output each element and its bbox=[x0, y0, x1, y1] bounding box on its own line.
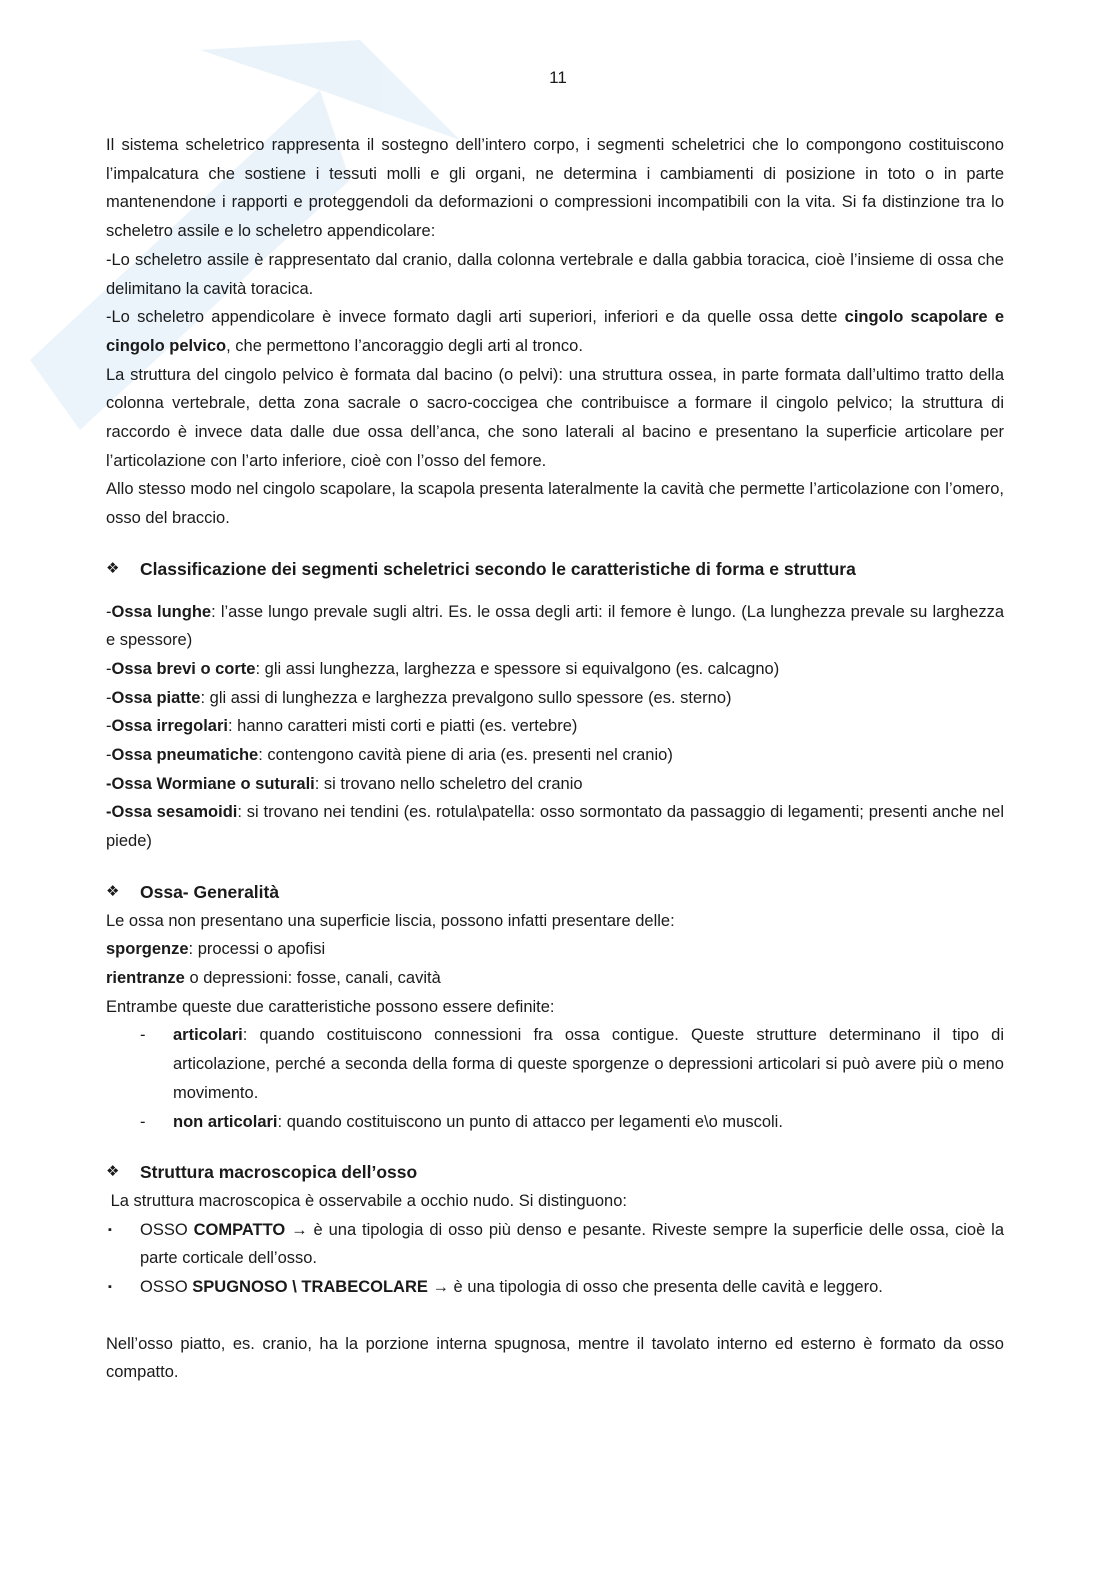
square-bullet-icon: ▪ bbox=[108, 1281, 112, 1294]
square-bullet-icon: ▪ bbox=[108, 1223, 112, 1236]
classification-list bbox=[106, 598, 1004, 856]
list-item: ▪ OSSO SPUGNOSO \ TRABECOLARE → è una tipologia di osso che presenta delle cavità e leggero. bbox=[106, 1273, 1004, 1302]
list-item: -Ossa pneumatiche: contengono cavità piene di aria (es. presenti nel cranio) bbox=[106, 746, 673, 765]
page-number: 11 bbox=[549, 68, 567, 87]
sporgenze-line: sporgenze: processi o apofisi bbox=[106, 940, 326, 959]
arrow-right-icon: → bbox=[291, 1220, 308, 1239]
arrow-right-icon: → bbox=[432, 1278, 449, 1297]
list-item: -Ossa lunghe: l’asse lungo prevale sugli altri. Es. le ossa degli arti: il femore è lungo. (La lunghezza prevale su larghezza e spessore) bbox=[106, 602, 1005, 650]
list-item: -Ossa sesamoidi: si trovano nei tendini (es. rotula\patella: osso sormontato da passaggio di legamenti; presenti anche nel piede) bbox=[106, 803, 1005, 851]
list-item: - articolari: quando costituiscono connessioni fra ossa contigue. Queste strutture determinano il tipo di articolazione, perché a seconda della forma di queste sporgenze o depressioni articolari si può avere più o meno movimento. bbox=[140, 1026, 1004, 1102]
diamond-bullet-icon: ❖ bbox=[106, 882, 120, 900]
section-heading-classification: ❖ Classificazione dei segmenti scheletrici secondo le caratteristiche di forma e struttura bbox=[106, 555, 1004, 584]
generalita-both: Entrambe queste due caratteristiche possono essere definite: bbox=[106, 997, 555, 1016]
generalita-intro: Le ossa non presentano una superficie liscia, possono infatti presentare delle: bbox=[106, 911, 675, 930]
list-item: -Ossa Wormiane o suturali: si trovano nello scheletro del cranio bbox=[106, 774, 583, 793]
section-heading-macroscopica: ❖ Struttura macroscopica dell’osso bbox=[106, 1158, 1004, 1187]
intro-paragraph-3: -Lo scheletro appendicolare è invece formato dagli arti superiori, inferiori e da quelle ossa dette cingolo scapolare e cingolo pelvico, che permettono l’ancoraggio degli arti al tronco. bbox=[106, 308, 1004, 355]
list-item: -Ossa piatte: gli assi di lunghezza e larghezza prevalgono sullo spessore (es. sterno) bbox=[106, 688, 732, 707]
list-item: ▪ OSSO COMPATTO → è una tipologia di osso più denso e pesante. Riveste sempre la superficie delle ossa, cioè la parte corticale dell’osso. bbox=[106, 1216, 1004, 1273]
intro-paragraph-2: -Lo scheletro assile è rappresentato dal cranio, dalla colonna vertebrale e dalla gabbia toracica, cioè l’insieme di ossa che delimitano la cavità toracica. bbox=[106, 250, 1004, 298]
macroscopica-intro: La struttura macroscopica è osservabile a occhio nudo. Si distinguono: bbox=[106, 1191, 627, 1210]
intro-paragraph-5: Allo stesso modo nel cingolo scapolare, la scapola presenta lateralmente la cavità che permette l’articolazione con l’omero, osso del braccio. bbox=[106, 480, 1004, 528]
diamond-bullet-icon: ❖ bbox=[106, 559, 120, 577]
macroscopica-list bbox=[106, 1216, 1004, 1302]
rientranze-line: rientranze o depressioni: fosse, canali, cavità bbox=[106, 968, 441, 987]
intro-paragraph-1: Il sistema scheletrico rappresenta il sostegno dell’intero corpo, i segmenti scheletrici che lo compongono costituiscono l’impalcatura che sostiene i tessuti molli e gli organi, ne determina i cambiamenti di posizione in toto o in parte mantenendone i rapporti e proteggendoli da deformazioni o compressioni incompatibili con la vita. Si fa distinzione tra lo scheletro assile e lo scheletro appendicolare: bbox=[106, 136, 1004, 241]
list-item: - non articolari: quando costituiscono un punto di attacco per legamenti e\o muscoli. bbox=[140, 1112, 783, 1131]
list-item: -Ossa irregolari: hanno caratteri misti corti e piatti (es. vertebre) bbox=[106, 717, 578, 736]
list-item: -Ossa brevi o corte: gli assi lunghezza, larghezza e spessore si equivalgono (es. calcagno) bbox=[106, 659, 780, 678]
section-heading-generalita: ❖ Ossa- Generalità bbox=[106, 878, 1004, 907]
generalita-list bbox=[106, 1021, 1004, 1136]
diamond-bullet-icon: ❖ bbox=[106, 1163, 120, 1181]
document-body bbox=[106, 131, 1004, 1387]
intro-paragraph-4: La struttura del cingolo pelvico è formata dal bacino (o pelvi): una struttura ossea, in parte formata dall’ultimo tratto della colonna vertebrale, detta zona sacrale o sacro-coccigea che contribuisce a formare il cingolo pelvico; la struttura di raccordo è invece data dalle due ossa dell’anca, che sono laterali al bacino e presentano la superficie articolare per l’articolazione con l’arto inferiore, cioè con l’osso del femore. bbox=[106, 365, 1004, 470]
closing-paragraph: Nell’osso piatto, es. cranio, ha la porzione interna spugnosa, mentre il tavolato interno ed esterno è formato da osso compatto. bbox=[106, 1334, 1004, 1382]
